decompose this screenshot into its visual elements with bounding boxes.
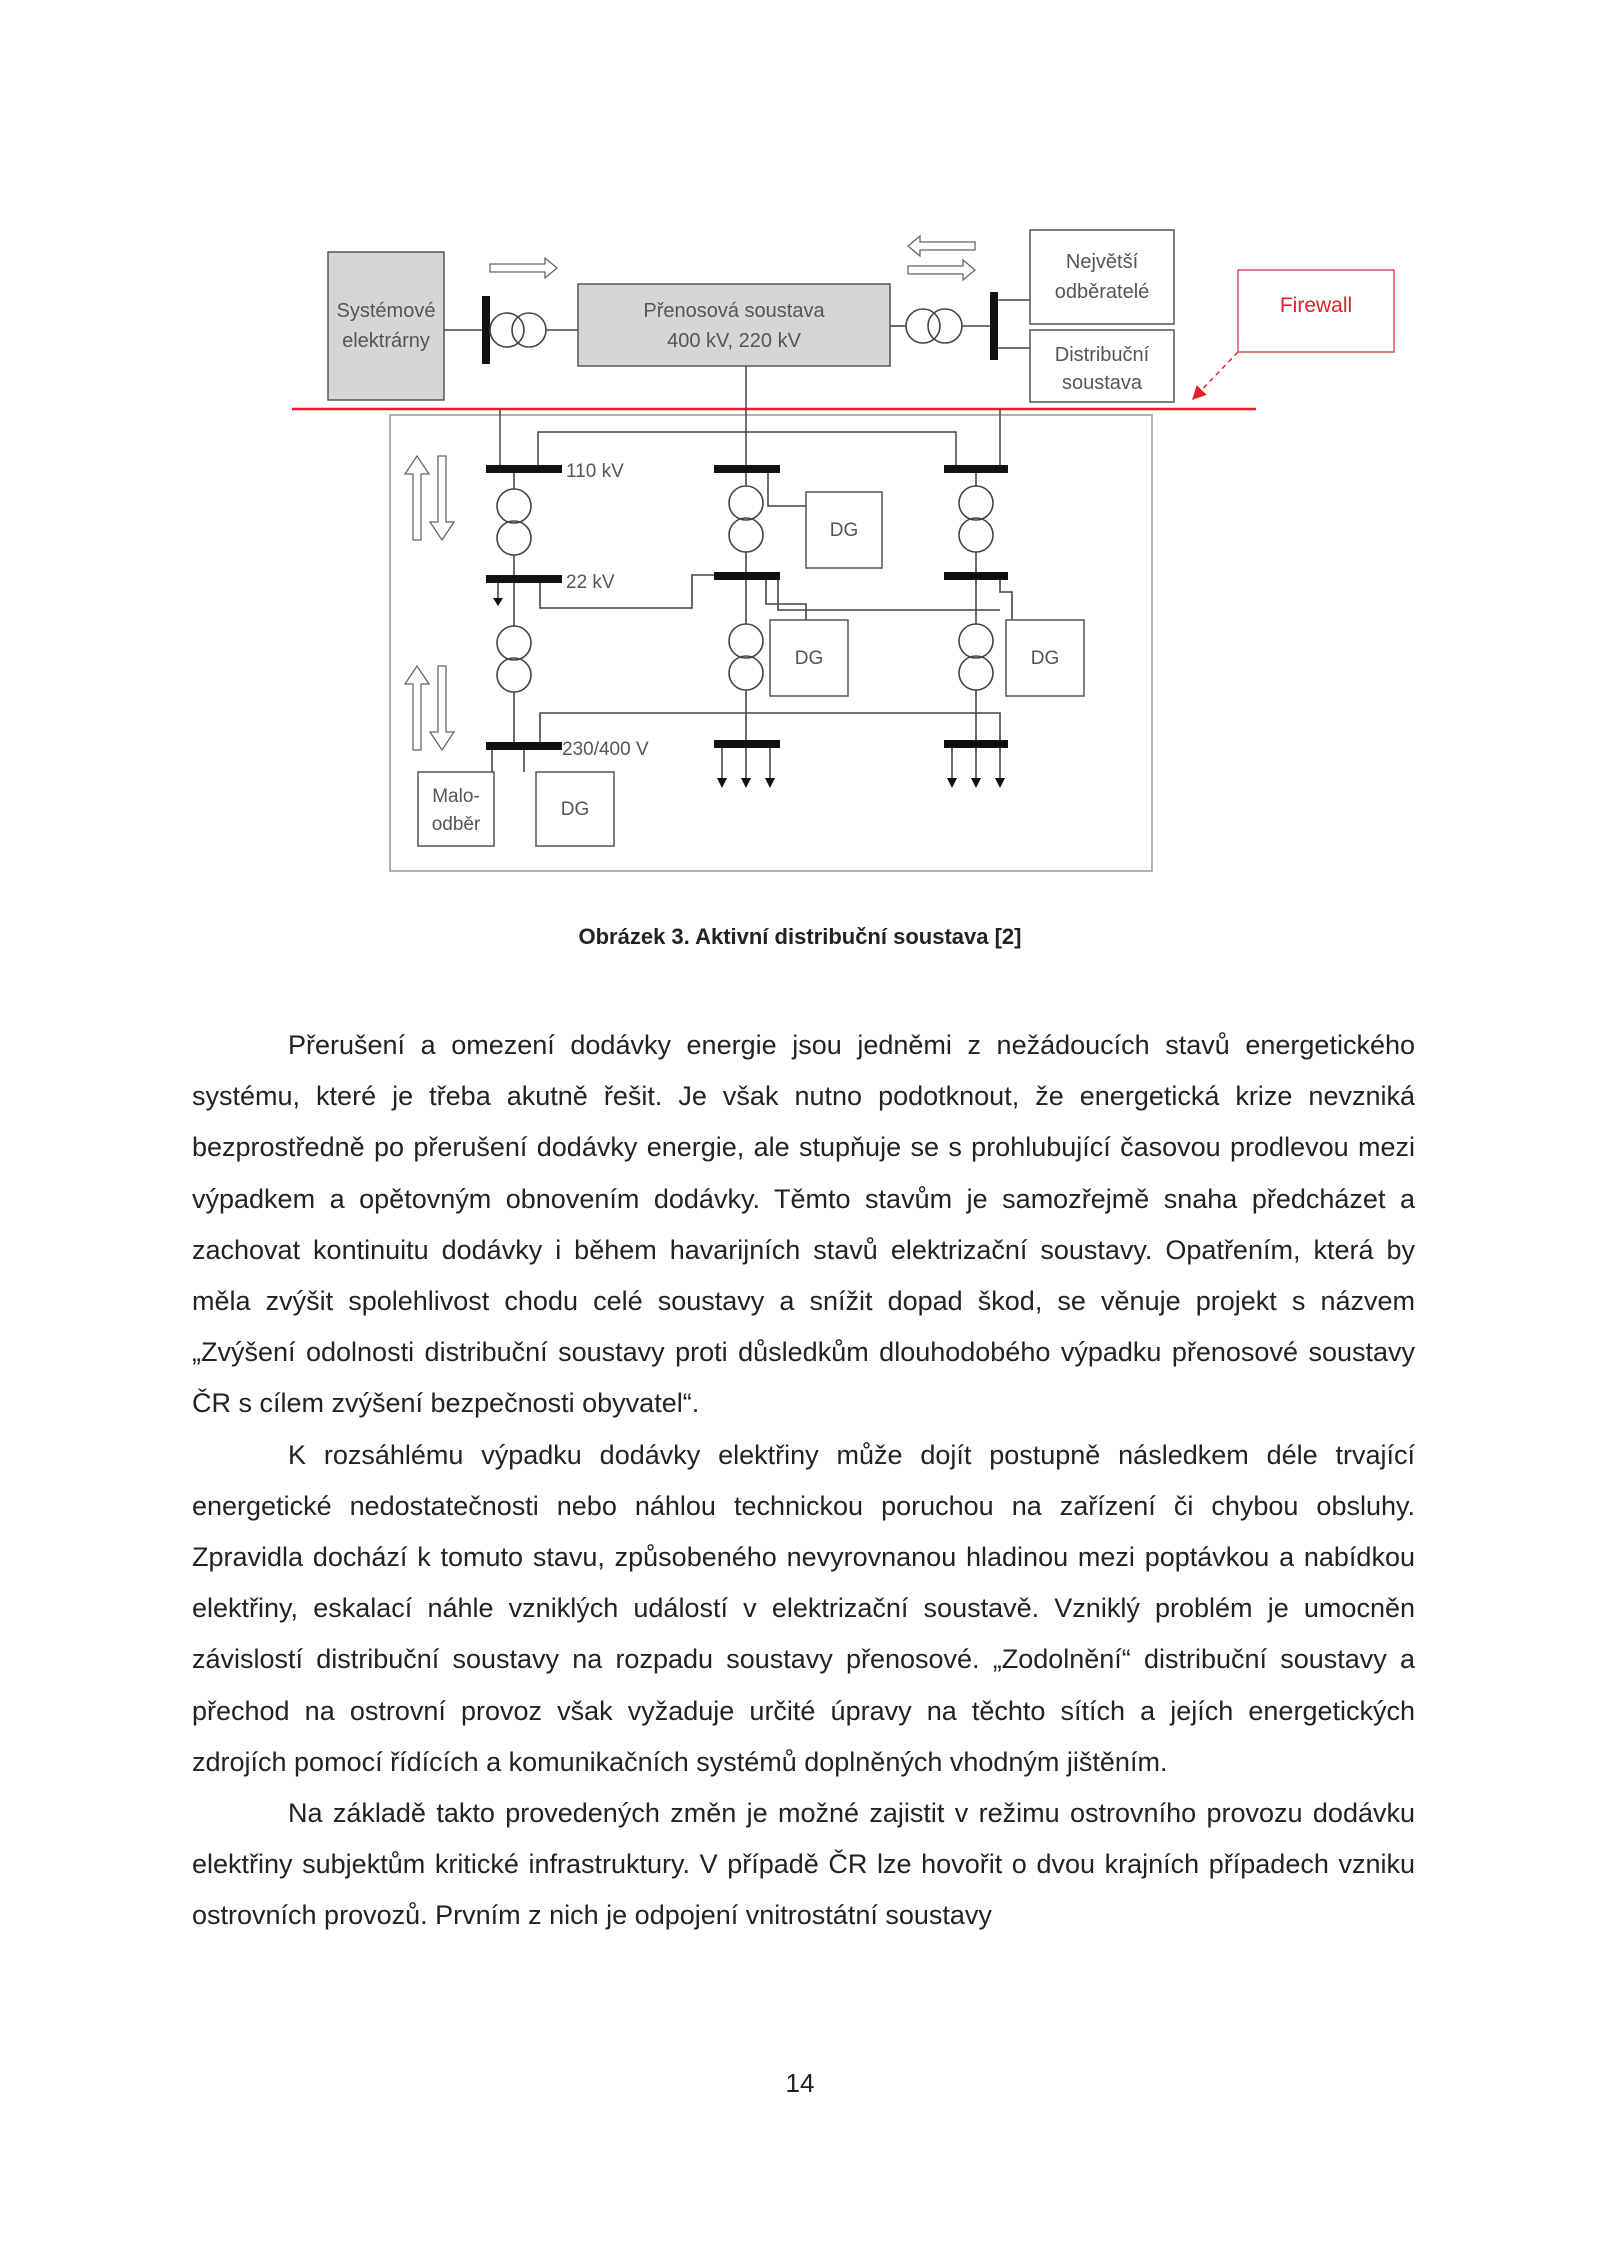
- largest-consumers-block: [1030, 230, 1174, 324]
- transmission-label-2: 400 kV, 220 kV: [667, 330, 801, 352]
- distribution-label-2: soustava: [1061, 372, 1143, 394]
- firewall-callout: [1194, 270, 1394, 398]
- distribution-system-diagram: [0, 0, 1600, 900]
- small-consumers-label-1: Malo-: [432, 786, 480, 807]
- dg-block-middle-bottom: [770, 620, 848, 696]
- dg-label-middle-top: DG: [829, 520, 859, 541]
- small-consumers-block: [418, 772, 494, 846]
- power-plants-label-1: Systémové: [336, 300, 436, 322]
- voltage-label-low: 230/400 V: [562, 739, 649, 760]
- paragraph-3: Na základě takto provedených změn je možné zajistit v režimu ostrovního provozu dodávku elektřiny subjektům kritické infrastruktury. V případě ČR lze hovořit o dvou krajních případech vzniku ostrovních provozů. Prvním z nich je odpojení vnitrostátní soustavy: [192, 1798, 1415, 1931]
- power-plants-block: [328, 252, 444, 400]
- largest-consumers-label-2: odběratelé: [1054, 281, 1150, 303]
- distribution-system-block: [1030, 330, 1174, 402]
- transformer-right: [890, 292, 1030, 360]
- dg-block-right: [1006, 620, 1084, 696]
- page-number: 14: [785, 2068, 815, 2098]
- flow-arrows-top-right: [908, 236, 975, 280]
- voltage-label-22kv: 22 kV: [566, 572, 615, 593]
- dg-label-middle-bottom: DG: [794, 648, 824, 669]
- power-plants-label-2: elektrárny: [342, 330, 430, 352]
- dg-label-right: DG: [1030, 648, 1060, 669]
- body-text: [192, 1020, 1415, 1942]
- transmission-system-block: [578, 284, 890, 366]
- flow-arrow-right-top-left: [490, 258, 557, 278]
- firewall-label: Firewall: [1279, 294, 1353, 317]
- distribution-label-1: Distribuční: [1054, 344, 1150, 366]
- dg-label-bottom-left: DG: [560, 799, 590, 820]
- paragraph-1: Přerušení a omezení dodávky energie jsou jedněmi z nežádoucích stavů energetického systému, které je třeba akutně řešit. Je však nutno podotknout, že energetická krize nevzniká bezprostředně po přerušení dodávky energie, ale stupňuje se s prohlubující časovou prodlevou mezi výpadkem a opětovným obnovením dodávky. Těmto stavům je samozřejmě snaha předcházet a zachovat kontinuitu dodávky i během havarijních stavů elektrizační soustavy. Opatřením, která by měla zvýšit spolehlivost chodu celé soustavy a snížit dopad škod, se věnuje projekt s názvem „Zvýšení odolnosti distribuční soustavy proti důsledkům dlouhodobého výpadku přenosové soustavy ČR s cílem zvýšení bezpečnosti obyvatel“.: [192, 1030, 1415, 1419]
- figure-caption: Obrázek 3. Aktivní distribuční soustava [2]: [578, 924, 1022, 949]
- dg-block-middle-top: [806, 492, 882, 568]
- transformer-left: [444, 296, 578, 364]
- small-consumers-label-2: odběr: [431, 814, 481, 835]
- largest-consumers-label-1: Největší: [1065, 251, 1139, 273]
- paragraph-2: K rozsáhlému výpadku dodávky elektřiny může dojít postupně následkem déle trvající energetické nedostatečnosti nebo náhlou technickou poruchou na zařízení či chybou obsluhy. Zpravidla dochází k tomuto stavu, způsobeného nevyrovnanou hladinou mezi poptávkou a nabídkou elektřiny, eskalací náhle vzniklých událostí v elektrizační soustavě. Vzniklý problém je umocněn závislostí distribuční soustavy na rozpadu soustavy přenosové. „Zodolnění“ distribuční soustavy a přechod na ostrovní provoz však vyžaduje určité úpravy na těchto sítích a jejích energetických zdrojích pomocí řídících a komunikačních systémů doplněných vhodným jištěním.: [192, 1439, 1415, 1777]
- dg-block-bottom-left: [536, 772, 614, 846]
- voltage-label-110kv: 110 kV: [566, 461, 624, 482]
- transmission-label-1: Přenosová soustava: [643, 300, 825, 322]
